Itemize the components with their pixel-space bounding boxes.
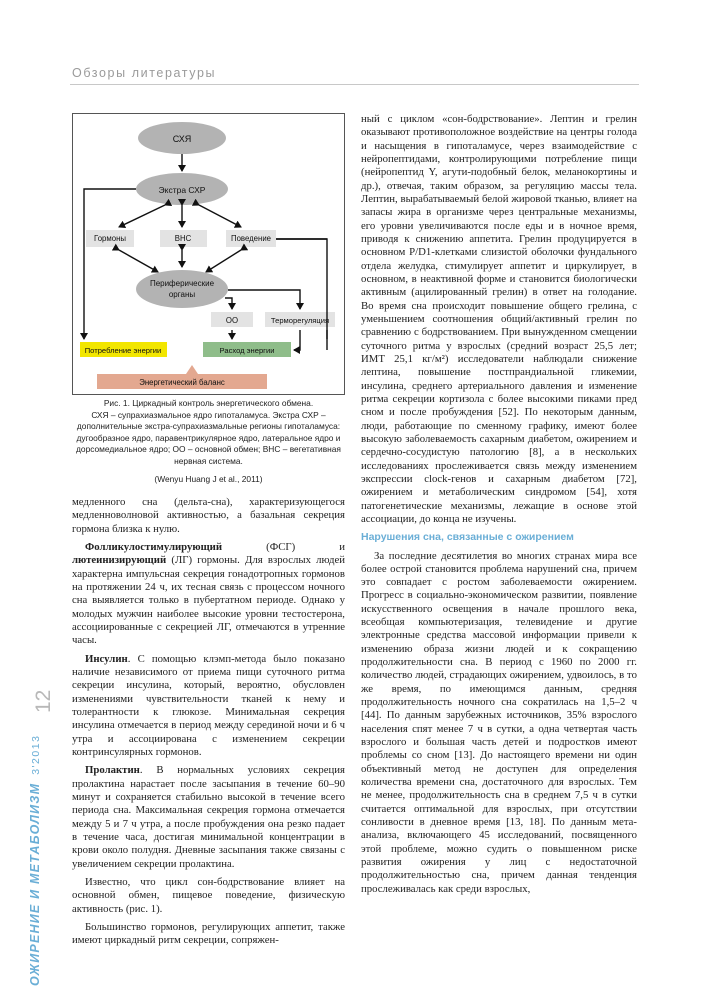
- figure-caption: [72, 398, 345, 485]
- caption-body: СХЯ – супрахиазмальное ядро гипоталамуса. Экстра СХР – дополнительные экстра-супрахиазмальные регионы гипоталамуса: дугообразное ядро, паравентрикулярное ядро, латеральное ядро и дорсомедиальное ядро; ОО – основной обмен; ВНС – вегетативная нервная система.: [76, 409, 341, 466]
- node-oo-label: ОО: [225, 316, 239, 325]
- right-paragraph: ный с циклом «сон-бодрствование». Лептин и грелин оказывают противоположное воздействие на центры голода и насыщения в гипоталамусе, через взаимодействие с нейропептидами, контролирующими потребление пищи (нейропептид Y, агути-подобный белок, меланокортины и др.), отвечая, таким образом, за регуляцию массы тела. Лептин, вырабатываемый белой жировой тканью, влияет на запасы жира в организме через центральные механизмы, его уровни увеличиваются после еды и в ночное время, приводя к снижению аппетита. Грелин продуцируется в основном P/D1-клетками слизистой оболочки фундального отдела желудка, стимулирует аппетит и циркулирует, в основном, в неактивной форме и становится биологически активным (ацилированный грелин) в ответ на голодание. Во время сна происходит повышение общего грелина, с уменьшением соотношения общий/активный грелин по сравнению с бодрствованием. При вынужденном смещении суточного ритма у взрослых (средний возраст 25,5 лет; ИМТ 25,1 кг/м²) исследователи наблюдали снижение лептина, повышение постпрандиальной гликемии, инсулина, среднего артериального давления и изменение ритма секреции кортизола с более высокими пиками пред сном и после пробуждения [52]. По некоторым данным, люди, работающие по сменному графику, имеют более высокую заболеваемость сахарным диабетом, ожирением и сердечно-сосудистую патологию [8], а в нескольких исследованиях прослеживается связь между изменением экспрессии clock-генов и сахарным диабетом [72], ожирением и метаболическим синдромом [54], хотя патогенетические механизмы, лежащие в основе этой ассоциации, до конца не изучены.: [361, 113, 637, 525]
- journal-name: ОЖИРЕНИЕ И МЕТАБОЛИЗМ: [28, 782, 42, 986]
- left-paragraph-fsh: Фолликулостимулирующий (ФСГ) и лютеинизирующий (ЛГ) гормоны. Для взрослых людей характерна импульсная секреция гонадотропных гормонов на протяжении 24 ч, их тесная связь с процессом ночного сна выявляется только в пубертатном периоде. Однако у молодых мужчин наиболее высокие уровни тестостерона, ассоциированные с секрецией ЛГ, отмечаются в утренние часы.: [72, 540, 345, 647]
- figure-diagram: [73, 114, 346, 396]
- right-column: [361, 113, 637, 896]
- balance-fulcrum: [186, 365, 198, 374]
- journal-issue: 3'2013: [30, 734, 42, 775]
- figure-1: [72, 113, 345, 395]
- header-divider: [70, 84, 639, 85]
- term-fsh: Фолликулостимулирующий: [85, 540, 223, 553]
- journal-sidebar: [26, 735, 44, 986]
- term-prolactin: Пролактин: [85, 764, 140, 777]
- node-thermo-label: Терморегуляция: [270, 316, 330, 325]
- node-behavior-label: Поведение: [230, 234, 272, 243]
- node-expenditure-label: Расход энергии: [219, 346, 275, 355]
- node-intake-label: Потребление энергии: [84, 346, 162, 355]
- section-header: Обзоры литературы: [72, 66, 217, 80]
- term-insulin: Инсулин: [85, 652, 128, 665]
- left-paragraph: медленного сна (дельта-сна), характеризующегося медленноволновой активностью, а базальная секреция гормона близка к нулю.: [72, 496, 345, 535]
- node-balance-label: Энергетический баланс: [139, 378, 225, 387]
- node-peripheral: [136, 270, 228, 308]
- node-scn-label: СХЯ: [172, 134, 192, 144]
- left-paragraph-prolactin: Пролактин. В нормальных условиях секреция пролактина нарастает после засыпания в течение 60–90 минут и сохраняется стабильно высокой в течение всего периода сна. Максимальная секреция гормона отмечается между 5 и 7 ч утра, а после пробуждения она резко падает в течение часа, достигая минимальной концентрации в крови около полудня. Дневные засыпания также связаны с увеличением секреции пролактина.: [72, 764, 345, 870]
- node-ans-label: ВНС: [174, 234, 192, 243]
- node-peripheral-label-1: Периферические: [149, 279, 215, 288]
- left-paragraph-insulin: Инсулин. С помощью клэмп-метода было показано наличие независимого от приема пищи суточного ритма секреции инсулина, который, вероятно, обусловлен изменениями чувствительности тканей к нему и толерантности к глюкозе. Минимальная секреция инсулина отмечается в период между серединой ночи и 6 ч утра и ассоциирована с изменением секреции контринсулярных гормонов.: [72, 652, 345, 758]
- left-paragraph: Известно, что цикл сон-бодрствование влияет на основной обмен, пищевое поведение, физическую активность (рис. 1).: [72, 875, 345, 915]
- caption-source: (Wenyu Huang J et al., 2011): [154, 473, 263, 484]
- node-peripheral-label-2: органы: [168, 290, 196, 299]
- caption-title: Рис. 1. Циркадный контроль энергетического обмена.: [103, 398, 314, 408]
- left-column: [72, 496, 345, 948]
- term-lh: лютеинизирующий: [72, 554, 167, 567]
- section-heading: Нарушения сна, связанные с ожирением: [361, 531, 574, 544]
- node-extra-scn-label: Экстра СХР: [158, 185, 206, 195]
- right-paragraph: За последние десятилетия во многих странах мира все более острой становится проблема нарушений сна, причем это совпадает с ростом заболеваемости ожирением. Прогресс в социально-экономическом развитии, появление искусственного освещения в начале прошлого века, всеобщая компьютеризация, телевидение и другие электронные средства массовой информации привели к изменению образа жизни людей и к сокращению продолжительности сна. В период с 1960 по 2000 гг. количество людей, страдающих ожирением, удвоилось, в то же время, по имеющимся данным, средняя продолжительность ночного сна сократилась на 1,5–2 ч [44]. По данным зарубежных источников, 35% взрослого населения спят менее 7 ч в сутки, а одна четвертая часть взрослого и большая часть детей и подростков имеют проблемы со сном [13]. До настоящего времени ни один объективный метод не доступен для определения количества времени сна, достаточного для взрослых. Тем не менее, продолжительность сна в среднем 7,5 ч в сутки считается оптимальной для взрослых, при отсутствии сонливости в дневное время [13, 18]. По данным мета-анализа, включающего 45 исследований, посвященного этой проблеме, можно судить о повышенном риске развития ожирения у лиц с недостаточной продолжительностью сна, причем данная тенденция прослеживалась как среди взрослых,: [361, 549, 637, 895]
- left-paragraph: Большинство гормонов, регулирующих аппетит, также имеют циркадный ритм секреции, сопряжен-: [72, 920, 345, 947]
- page-number: 12: [32, 689, 55, 713]
- node-hormones-label: Гормоны: [94, 234, 126, 243]
